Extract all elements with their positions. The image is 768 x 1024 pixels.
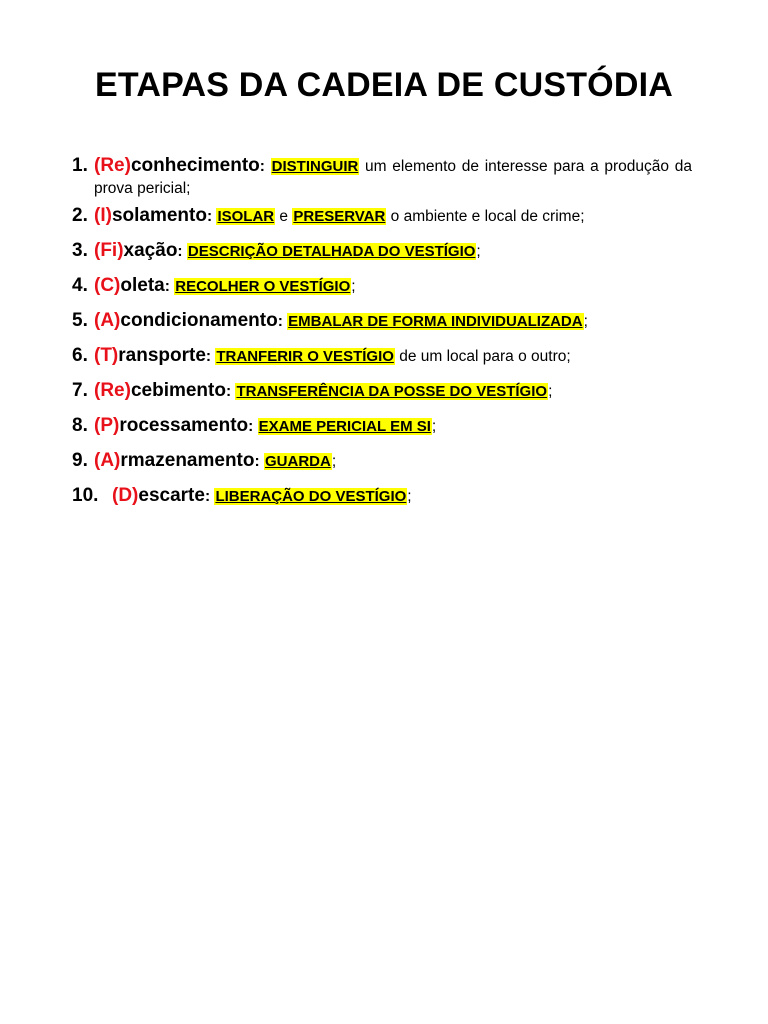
step-text <box>94 412 692 441</box>
step-term <box>94 310 278 331</box>
step-number: 6. <box>72 345 88 366</box>
highlighted-keyword: LIBERAÇÃO DO VESTÍGIO <box>215 488 407 505</box>
step-text <box>94 237 692 266</box>
colon: : <box>204 488 211 505</box>
colon: : <box>205 348 212 365</box>
highlighted-keyword: PRESERVAR <box>293 208 386 225</box>
highlighted-keyword: EXAME PERICIAL EM SI <box>258 418 431 435</box>
step-term-rest: cebimento <box>130 380 226 401</box>
step-term-rest: rocessamento <box>119 415 249 436</box>
step-punctuation: ; <box>407 488 412 505</box>
highlighted-keyword: DISTINGUIR <box>271 158 359 175</box>
list-item <box>72 377 692 412</box>
step-punctuation: ; <box>431 418 437 435</box>
highlighted-keyword: TRANSFERÊNCIA DA POSSE DO VESTÍGIO <box>236 383 548 400</box>
step-text <box>94 342 692 371</box>
step-term <box>94 450 255 471</box>
step-letter: (Re) <box>94 380 131 401</box>
connector-text: e <box>275 208 293 225</box>
step-punctuation: ; <box>548 383 553 400</box>
step-punctuation: ; <box>476 243 481 260</box>
highlighted-keyword: EMBALAR DE FORMA INDIVIDUALIZADA <box>288 313 583 330</box>
step-letter: (T) <box>94 345 119 366</box>
step-term-rest: oleta <box>120 275 165 296</box>
step-number: 2. <box>72 205 88 226</box>
step-punctuation: ; <box>331 453 337 470</box>
step-term <box>94 345 206 366</box>
step-number: 5. <box>72 310 88 331</box>
list-item <box>72 307 692 342</box>
step-term-rest: ransporte <box>118 345 206 366</box>
colon: : <box>259 158 265 175</box>
step-punctuation: ; <box>583 313 588 330</box>
highlighted-keyword: ISOLAR <box>217 208 275 225</box>
step-letter: (I) <box>94 205 112 226</box>
step-number: 3. <box>72 240 88 261</box>
colon: : <box>164 278 170 295</box>
step-number: 8. <box>72 415 88 436</box>
step-letter: (D) <box>112 485 139 506</box>
step-term <box>94 205 207 226</box>
step-punctuation: ; <box>351 278 356 295</box>
step-text <box>94 272 692 301</box>
step-text <box>94 202 692 231</box>
page-title: ETAPAS DA CADEIA DE CUSTÓDIA <box>95 66 673 104</box>
list-item <box>72 202 692 237</box>
highlighted-keyword: GUARDA <box>264 453 331 470</box>
step-text <box>94 152 692 200</box>
step-number: 1. <box>72 155 88 176</box>
step-letter: (C) <box>94 275 121 296</box>
colon: : <box>277 313 283 330</box>
colon: : <box>225 383 232 400</box>
step-number: 7. <box>72 380 88 401</box>
step-term-rest: condicionamento <box>120 310 278 331</box>
step-number: 10. <box>72 485 99 506</box>
highlighted-keyword: RECOLHER O VESTÍGIO <box>175 278 351 295</box>
step-text <box>94 307 692 336</box>
step-term <box>112 485 205 506</box>
colon: : <box>254 453 260 470</box>
colon: : <box>248 418 254 435</box>
step-description: de um local para o outro; <box>394 348 571 365</box>
list-item <box>72 272 692 307</box>
step-text <box>94 447 692 476</box>
step-term-rest: escarte <box>138 485 205 506</box>
list-item <box>72 152 692 202</box>
list-item <box>72 342 692 377</box>
step-term <box>94 380 226 401</box>
step-letter: (A) <box>94 310 121 331</box>
highlighted-keyword: DESCRIÇÃO DETALHADA DO VESTÍGIO <box>187 243 476 260</box>
step-text <box>112 482 692 511</box>
step-letter: (A) <box>94 450 121 471</box>
step-term-rest: xação <box>123 240 178 261</box>
step-text <box>94 377 692 406</box>
step-description: um elemento de interesse para a produção da prova pericial; <box>94 158 692 197</box>
step-term-rest: rmazenamento <box>120 450 255 471</box>
list-item <box>72 447 692 482</box>
custody-steps-list <box>72 152 692 517</box>
step-term <box>94 415 248 436</box>
colon: : <box>206 208 213 225</box>
step-letter: (P) <box>94 415 120 436</box>
highlighted-keyword: TRANFERIR O VESTÍGIO <box>216 348 394 365</box>
step-term <box>94 275 165 296</box>
step-number: 4. <box>72 275 88 296</box>
step-term <box>94 155 260 176</box>
step-description: o ambiente e local de crime; <box>386 208 585 225</box>
list-item <box>72 482 692 517</box>
step-term-rest: conhecimento <box>130 155 260 176</box>
colon: : <box>177 243 183 260</box>
list-item <box>72 237 692 272</box>
step-term-rest: solamento <box>111 205 207 226</box>
list-item <box>72 412 692 447</box>
step-term <box>94 240 177 261</box>
step-letter: (Fi) <box>94 240 124 261</box>
step-number: 9. <box>72 450 88 471</box>
step-letter: (Re) <box>94 155 131 176</box>
